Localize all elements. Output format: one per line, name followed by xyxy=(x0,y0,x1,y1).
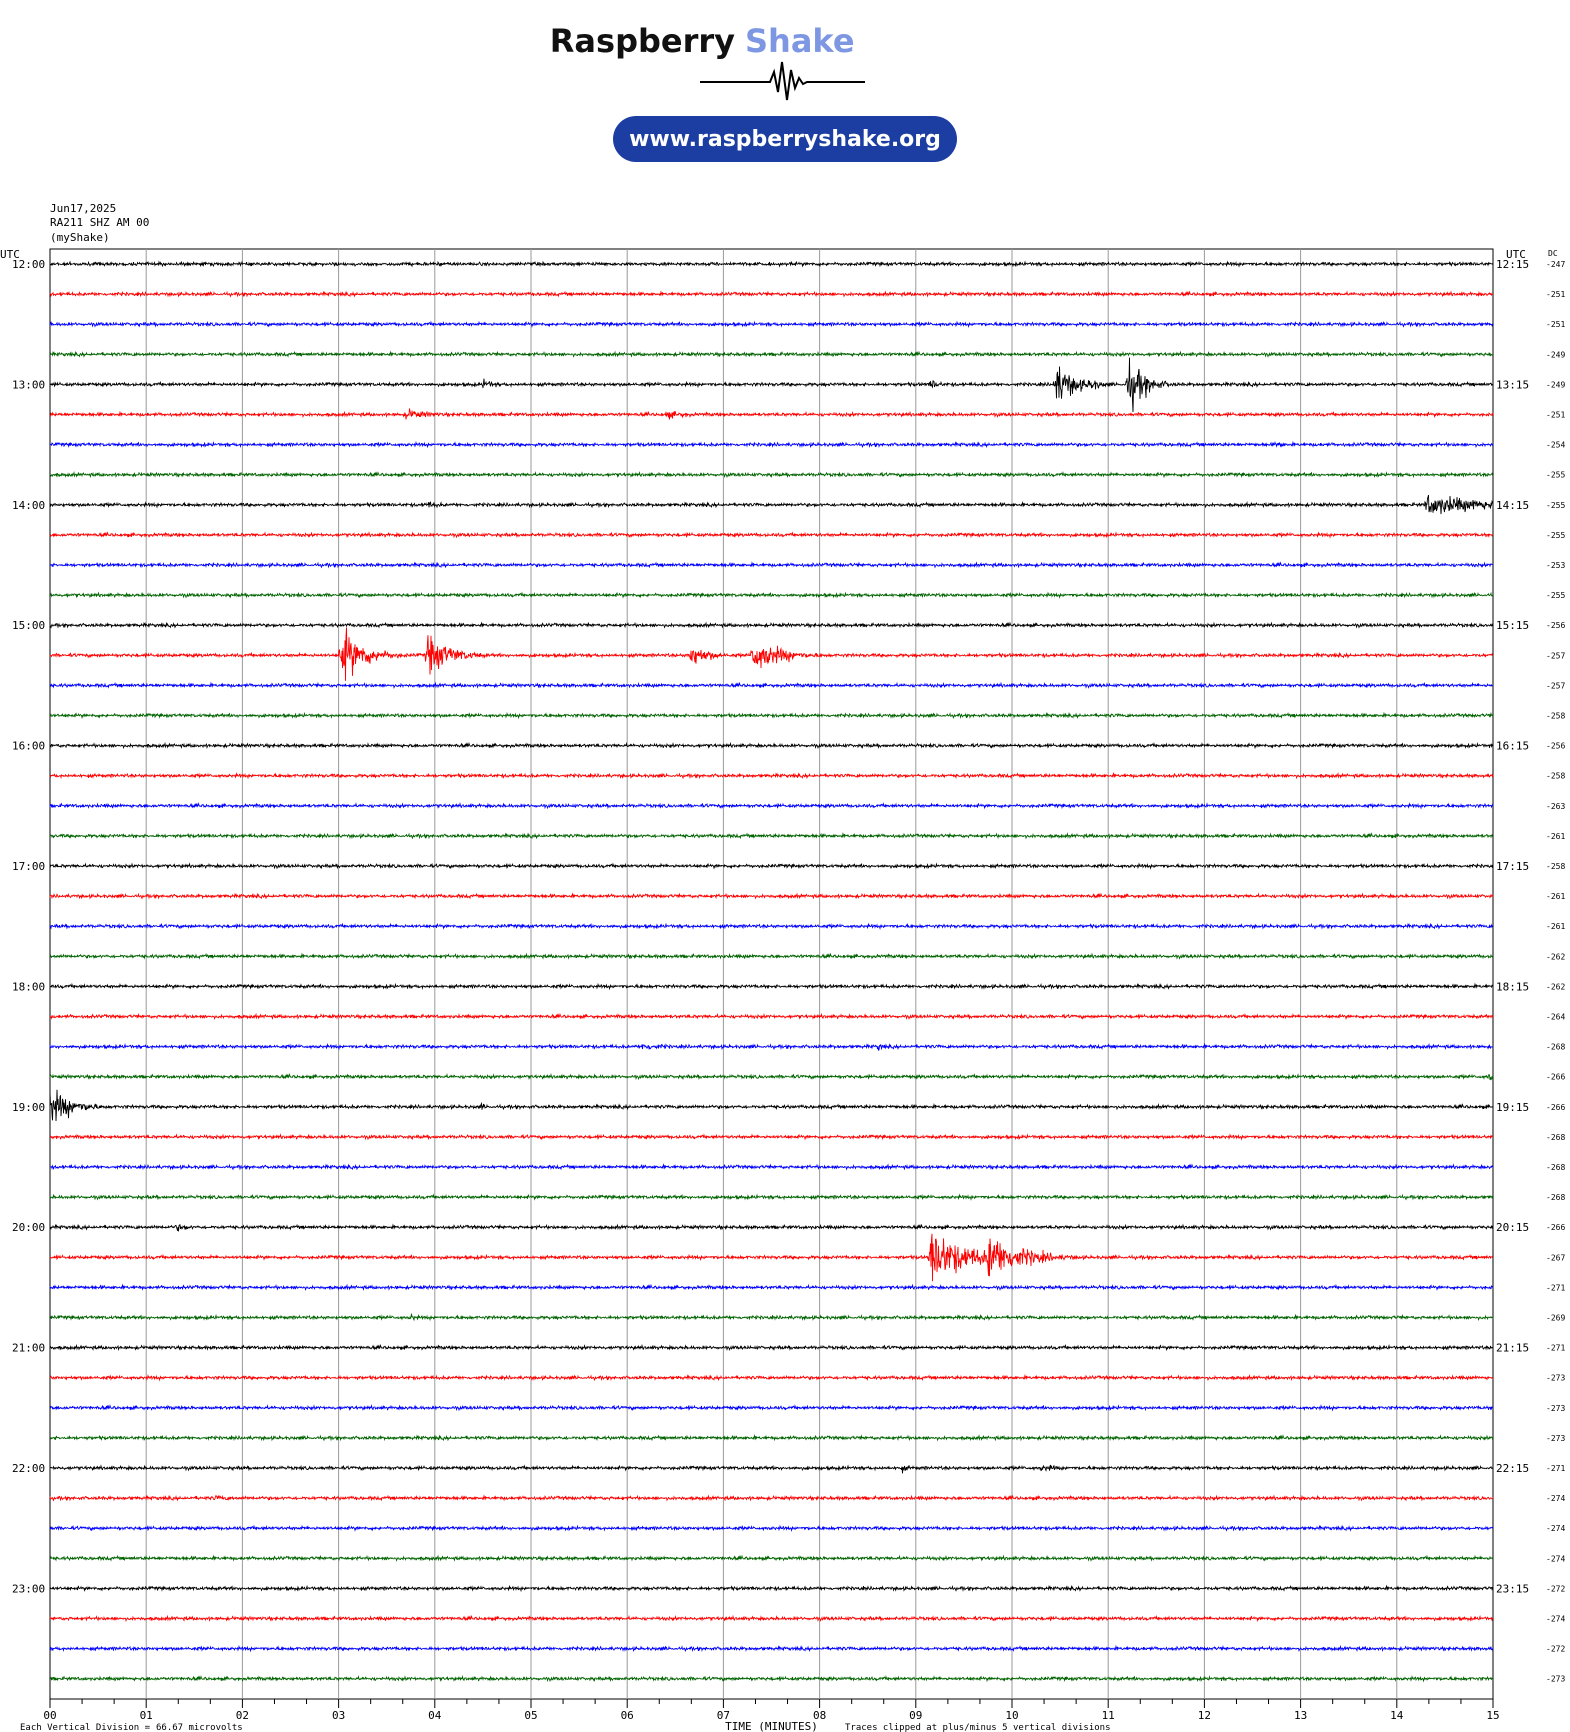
x-tick-label: 06 xyxy=(620,1709,634,1722)
seismic-trace xyxy=(50,358,1493,412)
seismic-trace xyxy=(50,563,1493,568)
dc-offset-label: -274 xyxy=(1546,1614,1566,1624)
seismic-trace xyxy=(50,1526,1493,1531)
right-hour-label: 22:15 xyxy=(1496,1462,1530,1475)
left-hour-label: 22:00 xyxy=(12,1462,46,1475)
seismic-trace xyxy=(50,894,1493,898)
x-tick-label: 13 xyxy=(1293,1709,1308,1722)
left-hour-label: 13:00 xyxy=(12,378,46,392)
seismic-trace xyxy=(50,408,1493,419)
seismic-trace xyxy=(50,1135,1493,1139)
dc-offset-label: -251 xyxy=(1546,320,1566,330)
dc-offset-label: -247 xyxy=(1546,260,1566,269)
right-hour-label: 14:15 xyxy=(1496,498,1530,512)
dc-offset-label: -274 xyxy=(1546,1524,1566,1534)
x-tick-label: 14 xyxy=(1390,1709,1404,1722)
dc-offset-label: -251 xyxy=(1546,290,1566,300)
left-hour-label: 17:00 xyxy=(12,860,46,873)
x-tick-label: 15 xyxy=(1486,1709,1500,1722)
dc-offset-label: -261 xyxy=(1546,892,1566,902)
right-hour-label: 16:15 xyxy=(1496,739,1530,753)
right-hour-label: 13:15 xyxy=(1496,378,1530,392)
station-label: RA211 SHZ AM 00 xyxy=(50,216,150,229)
right-axis-title: UTC xyxy=(1506,248,1526,261)
x-tick-label: 10 xyxy=(1005,1709,1019,1722)
seismic-trace xyxy=(50,1075,1493,1080)
dc-offset-label: -253 xyxy=(1546,561,1566,570)
dc-offset-label: -272 xyxy=(1546,1584,1566,1594)
seismic-trace xyxy=(50,1406,1493,1410)
x-tick-label: 12 xyxy=(1197,1709,1212,1722)
left-hour-label: 21:00 xyxy=(12,1341,46,1355)
date-label: Jun17,2025 xyxy=(50,202,117,215)
brand-secondary-text: Shake xyxy=(745,22,855,60)
dc-offset-label: -262 xyxy=(1546,982,1566,992)
seismic-trace xyxy=(50,1195,1493,1200)
dc-offset-label: -266 xyxy=(1546,1223,1566,1233)
plot-frame xyxy=(50,249,1493,1699)
right-hour-label: 17:15 xyxy=(1496,860,1530,873)
x-tick-label: 03 xyxy=(331,1709,346,1722)
dc-offset-label: -262 xyxy=(1546,952,1566,962)
plot-grid xyxy=(50,249,1493,1708)
seismic-trace xyxy=(50,744,1493,748)
x-tick-label: 04 xyxy=(428,1709,442,1722)
seismic-trace xyxy=(50,495,1493,514)
seismic-trace xyxy=(50,1646,1493,1651)
seismic-trace xyxy=(50,593,1493,598)
dc-offset-label: -272 xyxy=(1546,1644,1566,1654)
seismic-trace xyxy=(50,954,1493,958)
seismic-trace xyxy=(50,1496,1493,1501)
vertical-division-value: 66.67 microvolts xyxy=(156,1723,243,1732)
dc-offset-label: -261 xyxy=(1546,831,1566,841)
seismic-trace xyxy=(50,924,1493,929)
dc-offset-label: -256 xyxy=(1546,741,1566,751)
left-hour-label: 23:00 xyxy=(12,1582,46,1596)
right-hour-label: 12:15 xyxy=(1496,258,1530,271)
dc-offset-label: -271 xyxy=(1546,1464,1566,1473)
dc-offset-label: -263 xyxy=(1546,801,1566,811)
seismic-trace xyxy=(50,1044,1493,1050)
dc-offset-label: -273 xyxy=(1546,1674,1566,1684)
right-hour-label: 23:15 xyxy=(1496,1582,1530,1596)
seismic-trace xyxy=(50,773,1493,778)
right-hour-label: 19:15 xyxy=(1496,1100,1530,1114)
seismic-trace xyxy=(50,352,1493,356)
dc-offset-label: -249 xyxy=(1546,350,1566,360)
url-text: www.raspberryshake.org xyxy=(629,127,941,152)
seismic-trace xyxy=(50,1285,1493,1289)
left-axis-title: UTC xyxy=(0,248,20,261)
dc-offset-label: -261 xyxy=(1546,922,1566,932)
x-tick-label: 01 xyxy=(139,1709,153,1722)
dc-offset-label: -266 xyxy=(1546,1072,1566,1082)
dc-axis-title: DC xyxy=(1548,249,1558,258)
dc-offset-label: -267 xyxy=(1546,1253,1566,1263)
seismic-trace xyxy=(50,623,1493,627)
trace-group xyxy=(50,262,1493,1681)
left-hour-label: 15:00 xyxy=(12,619,46,633)
x-axis-title: TIME (MINUTES) xyxy=(725,1720,818,1732)
dc-offset-label: -258 xyxy=(1546,711,1566,721)
dc-offset-label: -255 xyxy=(1546,500,1566,510)
seismic-trace xyxy=(50,1090,1493,1121)
seismic-trace xyxy=(50,1014,1493,1018)
seismic-trace xyxy=(50,864,1493,869)
seismic-trace xyxy=(50,834,1493,839)
dc-offset-label: -274 xyxy=(1546,1494,1566,1504)
x-tick-label: 07 xyxy=(716,1709,731,1722)
right-hour-label: 15:15 xyxy=(1496,619,1530,633)
seismic-trace xyxy=(50,322,1493,327)
seismic-trace xyxy=(50,1436,1493,1441)
seismic-trace xyxy=(50,1346,1493,1350)
dc-offset-label: -273 xyxy=(1546,1403,1566,1413)
brand-primary-text: Raspberry xyxy=(549,22,735,60)
seismic-trace xyxy=(50,683,1493,687)
dc-offset-label: -258 xyxy=(1546,862,1566,871)
seismic-trace xyxy=(50,473,1493,477)
seismic-trace xyxy=(50,1165,1493,1170)
vertical-division-label: Each Vertical Division = xyxy=(20,1723,151,1732)
dc-offset-label: -273 xyxy=(1546,1433,1566,1443)
label-group xyxy=(0,248,1565,1732)
dc-offset-label: -264 xyxy=(1546,1012,1566,1022)
dc-offset-label: -268 xyxy=(1546,1193,1566,1203)
dc-offset-label: -254 xyxy=(1546,440,1566,450)
left-hour-label: 19:00 xyxy=(12,1100,46,1114)
seismic-trace xyxy=(50,984,1493,989)
dc-offset-label: -269 xyxy=(1546,1313,1566,1323)
seismic-trace xyxy=(50,442,1493,447)
dc-offset-label: -258 xyxy=(1546,771,1566,781)
network-label: (myShake) xyxy=(50,231,110,244)
seismic-trace xyxy=(50,1234,1493,1282)
seismic-trace xyxy=(50,1616,1493,1620)
seismic-trace xyxy=(50,1677,1493,1681)
dc-offset-label: -274 xyxy=(1546,1554,1566,1564)
dc-offset-label: -268 xyxy=(1546,1163,1566,1172)
left-hour-label: 20:00 xyxy=(12,1221,46,1235)
x-tick-label: 08 xyxy=(812,1709,827,1722)
dc-offset-label: -271 xyxy=(1546,1283,1566,1293)
x-tick-label: 05 xyxy=(524,1709,538,1722)
seismic-trace xyxy=(50,1225,1493,1232)
right-hour-label: 21:15 xyxy=(1496,1341,1530,1355)
x-tick-label: 09 xyxy=(909,1709,923,1722)
dc-offset-label: -273 xyxy=(1546,1373,1566,1383)
clipping-note: Traces clipped at plus/minus 5 vertical divisions xyxy=(845,1723,1111,1732)
x-tick-label: 11 xyxy=(1101,1709,1115,1722)
dc-offset-label: -249 xyxy=(1546,380,1566,390)
dc-offset-label: -268 xyxy=(1546,1132,1566,1142)
dc-offset-label: -255 xyxy=(1546,530,1566,540)
dc-offset-label: -257 xyxy=(1546,651,1566,661)
seismic-trace xyxy=(50,1556,1493,1560)
left-hour-label: 12:00 xyxy=(12,258,46,271)
dc-offset-label: -256 xyxy=(1546,621,1566,631)
seismic-trace xyxy=(50,713,1493,718)
right-hour-label: 18:15 xyxy=(1496,980,1530,994)
seismic-trace xyxy=(50,1375,1493,1380)
dc-offset-label: -255 xyxy=(1546,470,1566,480)
dc-offset-label: -268 xyxy=(1546,1042,1566,1052)
seismic-trace xyxy=(50,804,1493,808)
dc-offset-label: -251 xyxy=(1546,410,1566,420)
seismic-trace xyxy=(50,1586,1493,1591)
left-hour-label: 16:00 xyxy=(12,739,46,753)
seismic-trace xyxy=(50,262,1493,266)
seismic-trace xyxy=(50,292,1493,297)
left-hour-label: 18:00 xyxy=(12,980,46,994)
seismic-trace xyxy=(50,1465,1493,1473)
dc-offset-label: -257 xyxy=(1546,681,1566,691)
dc-offset-label: -271 xyxy=(1546,1343,1566,1353)
left-hour-label: 14:00 xyxy=(12,498,46,512)
seismic-trace xyxy=(50,1314,1493,1320)
seismic-trace xyxy=(50,533,1493,537)
seismic-trace xyxy=(50,628,1493,681)
x-tick-label: 02 xyxy=(235,1709,250,1722)
dc-offset-label: -255 xyxy=(1546,591,1566,601)
right-hour-label: 20:15 xyxy=(1496,1221,1530,1235)
x-tick-label: 00 xyxy=(43,1709,57,1722)
dc-offset-label: -266 xyxy=(1546,1102,1566,1112)
